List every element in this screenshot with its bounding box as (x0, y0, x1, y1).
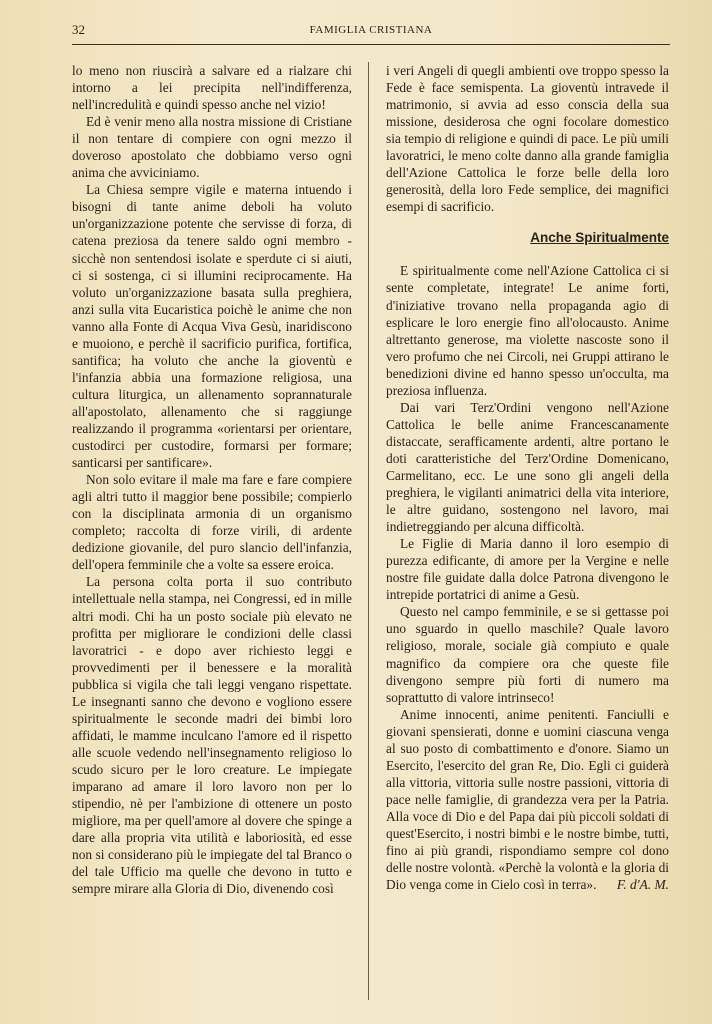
left-column (72, 62, 352, 897)
author-signature: F. d'A. M. (616, 877, 669, 893)
paragraph: Le Figlie di Maria danno il loro esempio di purezza edificante, di amore per la Vergine e nelle nostre file guidate dalla dolce Patrona divengono le intrepide portatrici di anime a Gesù. (386, 536, 669, 603)
paragraph: E spiritualmente come nell'Azione Cattolica ci si sente completate, integrate! Le anime forti, d'iniziative trovano nella propaganda agio di esplicare le loro energie fino all'olocausto. Anime altrettanto generose, ma violette nascoste sono il vero profumo che nei Circoli, nei Gruppi attirano le benedizioni divine ed hanno spesso un'occulta, ma preziosa influenza. (386, 263, 669, 398)
paragraph: Non solo evitare il male ma fare e fare compiere agli altri tutto il maggior bene possibile; compierlo con la disciplinata armonia di un organismo completo; raccolta di forze virili, di ardente dedizione giovanile, del puro slancio dell'infanzia, dell'opera femminile che a volte sa essere eroica. (72, 472, 352, 573)
paragraph-text: Anime innocenti, anime penitenti. Fanciulli e giovani spensierati, donne e uomini ciascuna venga al suo posto di combattimento e d'onore. Siamo un Esercito, l'esercito del gran Re, Dio. Egli ci guiderà alla vittoria, vittoria sulle nostre passioni, vittoria di pace nelle famiglie, di grandezza vera per la Patria. Alla voce di Dio e del Papa dai più piccoli soldati di quest'Esercito, i nostri bimbi e le nostre bimbe, tutti, fino ai più grandi, rispondiamo sempre col dono delle nostre volontà. «Perchè la volontà e la gloria di Dio venga come in Cielo così in terra». (386, 706, 669, 893)
right-column (386, 62, 669, 893)
paragraph: La Chiesa sempre vigile e materna intuendo i bisogni di tante anime deboli ha voluto un'organizzazione potente che servisse di forza, di catena preziosa da tenere saldo ogni membro - sicchè non sentendosi isolate e sperdute ci si aiuti, ci si sostenga, ci si illumini reciprocamente. Ha voluto un'organizzazione basata sulla preghiera, anzi sulla vita Eucaristica poichè le anime che non vanno alla Fonte di Acqua Viva Gesù, inaridiscono e muoiono, e perchè il sacrificio purifica, fortifica, santifica; ha voluto che anche la gioventù e l'infanzia abbia una formazione religiosa, una cultura liturgica, un allenamento soprannaturale all'apostolato, allenamento che si raggiunge realizzando il programma «orientarsi per orientare, custodirci per custodire, formarsi per formare; santicarsi per santificare». (72, 182, 352, 471)
paragraph: Dai vari Terz'Ordini vengono nell'Azione Cattolica le belle anime Francescanamente distaccate, serafficamente ardenti, altre portano le doti caratteristiche del Terz'Ordine Domenicano, Carmelitano, ecc. Le une sono gli angeli della preghiera, le vigilanti animatrici della vita interiore, le altre guidano, sostengono nel lavoro, mai indietreggiando per alcuna difficoltà. (386, 399, 669, 535)
paragraph: Questo nel campo femminile, e se si gettasse poi uno sguardo in quello maschile? Quale lavoro religioso, morale, sociale già compiuto e quale magnifico da compiere ora che queste file divengono sempre più forti di numero ma soprattutto di valore intrinseco! (386, 604, 669, 705)
column-divider (368, 62, 369, 1000)
paragraph: i veri Angeli di quegli ambienti ove troppo spesso la Fede è face semispenta. La gioventù intravede il matrimonio, si avvia ad esso conscia della sua missione, desiderosa che ogni focolare domestico sia tempio di religione e quindi di pace. Le più umili lavoratrici, le meno colte danno alla grande famiglia dell'Azione Cattolica le forze belle della loro generosità, della loro Fede semplice, dei magnifici esempi di sacrificio. (386, 63, 669, 215)
section-heading: Anche Spiritualmente (530, 230, 669, 246)
running-title: FAMIGLIA CRISTIANA (309, 24, 433, 36)
paragraph: lo meno non riuscirà a salvare ed a rialzare chi intorno a lei precipita nell'indifferenza, nell'incredulità e quindi spesso anche nel vizio! (72, 63, 352, 113)
paragraph (386, 706, 669, 894)
page-number: 32 (72, 22, 85, 37)
paragraph: La persona colta porta il suo contributo intellettuale nella stampa, nei Congressi, ed in mille altri modi. Chi ha un posto sociale più elevato ne profitta per migliorare le condizioni delle classi lavoratrici - e dopo aver richiesto leggi e provvedimenti per il benessere e la moralità pubblica si vigila che tali leggi vengano rispettate. Le insegnanti sanno che devono e vogliono essere spiritualmente le seconde madri dei bimbi loro affidati, le mamme inculcano l'amore ed il rispetto alle scuole vedendo nell'insegnamento religioso lo scudo sicuro per le loro creature. Le impiegate imparano ad amare il loro lavoro non per lo stipendio, nè per l'ambizione di ottenere un posto migliore, ma per quell'amore al dovere che spinge a dare alla propria vita utilità e laboriosità, ed esse non si considerano più le impiegate del tal Branco o del tale Ufficio ma quelle che devono in tutto e sempre mirare alla Gloria di Dio, divenendo così (72, 574, 352, 897)
page-header (72, 20, 670, 45)
paragraph: Ed è venir meno alla nostra missione di Cristiane il non tentare di compiere con ogni mezzo il doveroso apostolato che dobbiamo verso ogni anima che avviciniamo. (72, 114, 352, 181)
